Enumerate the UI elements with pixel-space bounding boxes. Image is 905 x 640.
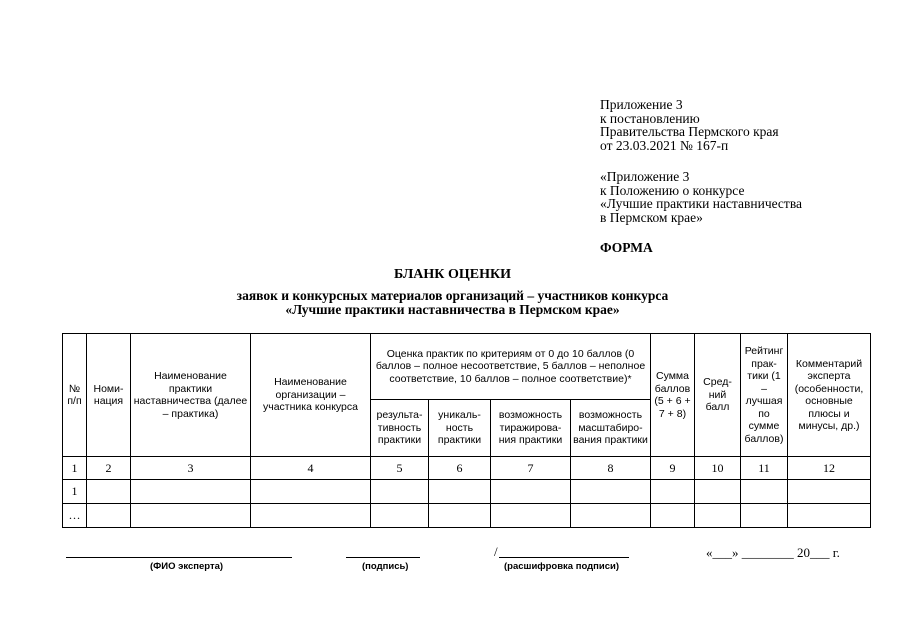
- header-nomination: Номи-нация: [87, 334, 131, 457]
- table-cell[interactable]: [788, 480, 871, 504]
- table-cell[interactable]: [131, 480, 251, 504]
- column-number: 4: [251, 457, 371, 480]
- header-average: Сред-ний балл: [695, 334, 741, 457]
- column-number: 11: [741, 457, 788, 480]
- table-cell[interactable]: [429, 504, 491, 528]
- table-row: [63, 480, 871, 504]
- table-cell[interactable]: [741, 504, 788, 528]
- column-number: 8: [571, 457, 651, 480]
- table-cell[interactable]: [695, 504, 741, 528]
- approval-line: Правительства Пермского края: [600, 124, 779, 139]
- column-number: 7: [491, 457, 571, 480]
- row-number: …: [63, 504, 87, 528]
- evaluation-table: [62, 333, 871, 528]
- table-cell[interactable]: [87, 480, 131, 504]
- table-cell[interactable]: [131, 504, 251, 528]
- forma-label: ФОРМА: [600, 240, 653, 255]
- page-title: БЛАНК ОЦЕНКИ: [393, 267, 512, 282]
- quote-line: «Лучшие практики наставничества: [600, 196, 803, 211]
- table-cell[interactable]: [788, 504, 871, 528]
- quote-block: [600, 170, 802, 224]
- column-number: 3: [131, 457, 251, 480]
- header-org-name: Наименование организации – участника конкурса: [251, 334, 371, 457]
- header-num: № п/п: [63, 334, 87, 457]
- subtitle-line: «Лучшие практики наставничества в Пермском крае»: [285, 302, 620, 317]
- subtitle-line: заявок и конкурсных материалов организаций – участников конкурса: [236, 288, 669, 303]
- table-cell[interactable]: [251, 480, 371, 504]
- approval-line: от 23.03.2021 № 167-п: [600, 137, 729, 153]
- fio-label: (ФИО эксперта): [150, 561, 224, 572]
- approval-block: [600, 98, 779, 152]
- header-criteria: Оценка практик по критериям от 0 до 10 баллов (0 баллов – полное несоответствие, 5 баллов – неполное соответствие, 10 баллов – полное соответствие)*: [371, 334, 651, 400]
- table-row: [63, 504, 871, 528]
- subheader-replication: возможность тиражирова-ния практики: [491, 400, 571, 457]
- table-cell[interactable]: [695, 480, 741, 504]
- quote-line: «Приложение 3: [600, 169, 690, 184]
- table-cell[interactable]: [571, 480, 651, 504]
- table-cell[interactable]: [429, 480, 491, 504]
- header-rating: Рейтинг прак-тики (1 – лучшая по сумме баллов): [741, 334, 788, 457]
- table-cell[interactable]: [491, 480, 571, 504]
- table-cell[interactable]: [87, 504, 131, 528]
- table-cell[interactable]: [371, 504, 429, 528]
- decode-signature-line[interactable]: [499, 557, 629, 558]
- column-number: 9: [651, 457, 695, 480]
- table-cell[interactable]: [741, 480, 788, 504]
- slash-separator: /: [494, 544, 498, 559]
- page-subtitle: [0, 289, 905, 317]
- date-field[interactable]: «___» ________ 20___ г.: [706, 545, 840, 560]
- header-sum: Сумма баллов (5 + 6 + 7 + 8): [651, 334, 695, 457]
- table-cell[interactable]: [651, 480, 695, 504]
- table-cell[interactable]: [571, 504, 651, 528]
- signature-line[interactable]: [346, 557, 420, 558]
- approval-line: к постановлению: [600, 110, 700, 126]
- table-cell[interactable]: [371, 480, 429, 504]
- header-practice-name: Наименование практики наставничества (далее – практика): [131, 334, 251, 457]
- column-number: 2: [87, 457, 131, 480]
- table-cell[interactable]: [651, 504, 695, 528]
- table-cell[interactable]: [491, 504, 571, 528]
- subheader-scaling: возможность масштабиро-вания практики: [571, 400, 651, 457]
- quote-line: в Пермском крае»: [600, 209, 703, 225]
- row-number: 1: [63, 480, 87, 504]
- column-number: 12: [788, 457, 871, 480]
- table-cell[interactable]: [251, 504, 371, 528]
- column-number: 10: [695, 457, 741, 480]
- column-number: 5: [371, 457, 429, 480]
- header-comment: Комментарий эксперта (особенности, основные плюсы и минусы, др.): [788, 334, 871, 457]
- column-number: 6: [429, 457, 491, 480]
- approval-line: Приложение 3: [600, 97, 683, 112]
- subheader-results: результа-тивность практики: [371, 400, 429, 457]
- signature-label: (подпись): [362, 561, 409, 572]
- decode-label: (расшифровка подписи): [504, 561, 620, 572]
- subheader-uniqueness: уникаль-ность практики: [429, 400, 491, 457]
- fio-signature-line[interactable]: [66, 557, 292, 558]
- quote-line: к Положению о конкурсе: [600, 182, 745, 198]
- column-number-row: [63, 457, 871, 480]
- column-number: 1: [63, 457, 87, 480]
